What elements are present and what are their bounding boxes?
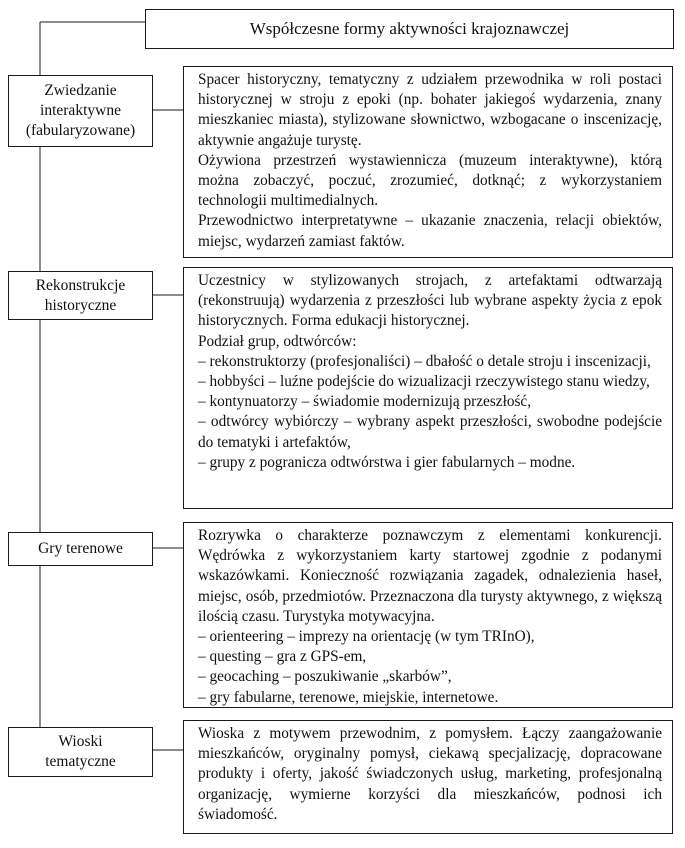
label-line: Rekonstrukcje <box>35 276 126 294</box>
label-line: interaktywne <box>40 102 121 119</box>
diagram-title: Współczesne formy aktywności krajoznawczej <box>145 9 674 49</box>
label-line: (fabularyzowane) <box>25 122 136 139</box>
description-paragraph: Rozrywka o charakterze poznawczym z elementami konkurencji. Wędrówka z wykorzystaniem karty startowej zgodnie z podanymi wskazówkami. Konieczność rozwiązania zagadek, odnalezienia haseł, miejsc, osób, przedmiotów. Przeznaczona dla turysty aktywnego, z większą ilością czasu. Turystyka motywacyjna. <box>198 527 662 625</box>
description-list-item: – questing – gra z GPS-em, <box>198 648 367 666</box>
description-paragraph: Przewodnictwo interpretatywne – ukazanie znaczenia, relacji obiektów, miejsc, wydarzeń zamiast faktów. <box>198 212 662 250</box>
description-list-item: – odtwórcy wybiórczy – wybrany aspekt przeszłości, swobodne podejście do tematyki i artefaktów, <box>198 413 662 451</box>
category-label-theme-villages <box>8 727 153 777</box>
label-line: Gry terenowe <box>38 540 123 557</box>
description-paragraph: Ożywiona przestrzeń wystawiennicza (muzeum interaktywne), którą można zobaczyć, poczuć, zrozumieć, dotknąć; z wykorzystaniem technologii multimedialnych. <box>198 151 662 210</box>
description-paragraph: Uczestnicy w stylizowanych strojach, z artefaktami odtwarzają (rekonstruują) wydarzenia z przeszłości lub wybrane aspekty życia z epok historycznych. Forma edukacji historycznej. <box>198 272 662 330</box>
category-label-interactive-tour <box>8 75 153 147</box>
category-label-text <box>26 81 135 141</box>
category-description-field-games <box>183 522 673 708</box>
label-line: historyczne <box>44 296 117 314</box>
label-line: Zwiedzanie <box>44 82 117 99</box>
category-label-historical-reenactment <box>8 271 153 320</box>
description-list-item: – grupy z pogranicza odtwórstwa i gier fabularnych – modne. <box>198 453 576 471</box>
description-list-item: – gry fabularne, terenowe, miejskie, internetowe. <box>198 688 499 706</box>
category-label-field-games <box>8 532 153 566</box>
category-description-interactive-tour <box>183 66 673 258</box>
description-list-item: – kontynuatorzy – świadomie modernizują przeszłość, <box>198 393 532 411</box>
label-line: tematyczne <box>45 753 116 770</box>
description-list-item: – rekonstruktorzy (profesjonaliści) – dbałość o detale stroju i inscenizacji, <box>198 352 651 370</box>
description-list-item: – orienteering – imprezy na orientację (w tym TRInO), <box>198 628 535 646</box>
description-paragraph: Podział grup, odtwórców: <box>198 332 357 350</box>
description-list-item: – hobbyści – luźne podejście do wizualizacji rzeczywistego stanu wiedzy, <box>198 373 650 391</box>
description-list-item: – geocaching – poszukiwanie „skarbów”, <box>198 668 452 686</box>
description-paragraph: Wioska z motywem przewodnim, z pomysłem. Łączy zaangażowanie mieszkańców, oryginalny pomysł, ciekawą specjalizację, dopracowane produkty i oferty, jakość świadczonych usług, marketing, profesjonalną organizację, wymierne korzyści dla mieszkańców, podnosi ich świadomość. <box>198 725 662 823</box>
category-description-theme-villages <box>183 720 673 834</box>
category-label-text <box>45 732 116 772</box>
description-paragraph: Spacer historyczny, tematyczny z udziałem przewodnika w roli postaci historycznej w stroju z epoki (np. bohater jakiegoś wydarzenia, znany mieszkaniec miasta), stylizowane słownictwo, wzbogacane o inscenizację, aktywnie angażuje turystę. <box>198 71 662 149</box>
category-description-historical-reenactment <box>183 267 673 509</box>
category-label-text <box>36 276 126 316</box>
label-line: Wioski <box>58 733 103 750</box>
category-label-text <box>38 539 123 559</box>
